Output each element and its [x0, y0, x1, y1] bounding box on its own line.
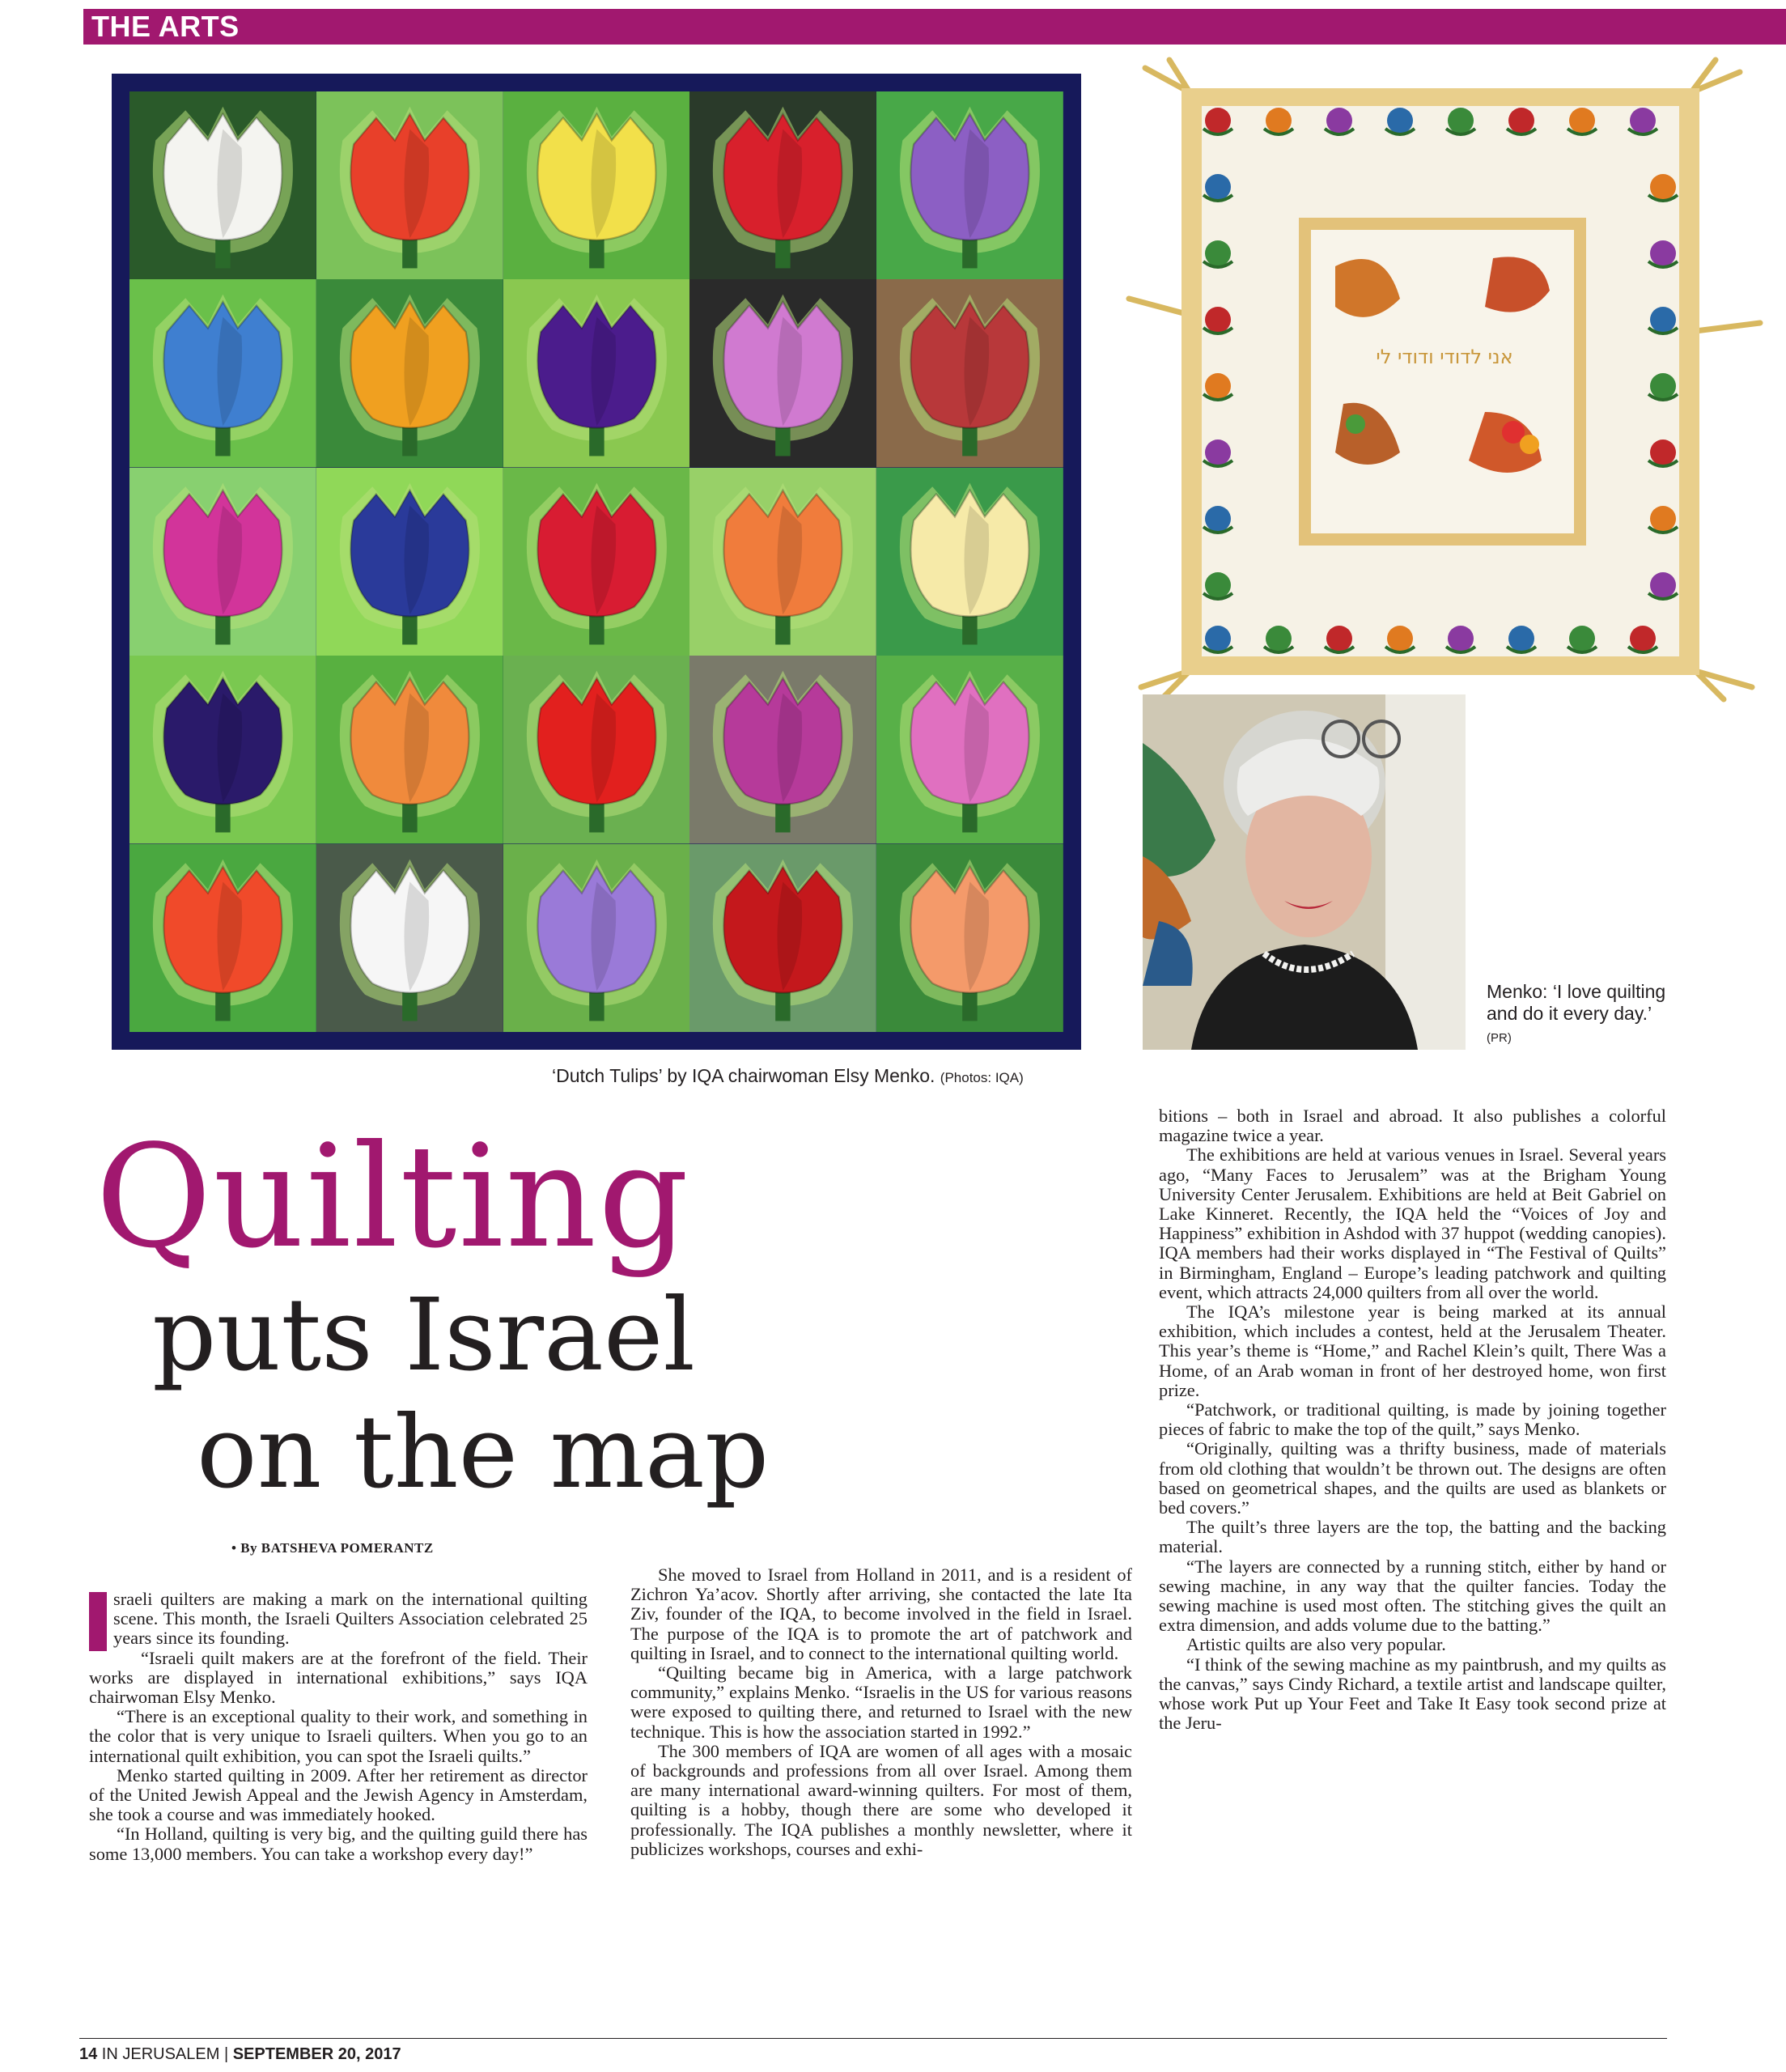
paragraph: “There is an exceptional quality to their work, and something in the color that is very unique to Israeli quilters. When you go to an international quilt exhibition, you can spot the Israeli quilts.” [89, 1706, 588, 1766]
quilt-ornament [1448, 108, 1474, 134]
quilt-ornament [1650, 373, 1676, 399]
quilt-ornament [1650, 240, 1676, 266]
quilt-ornament [1326, 108, 1352, 134]
quilt-ornament [1650, 506, 1676, 532]
paragraph: “Originally, quilting was a thrifty business, made of materials from old clothing that wouldn’t be thrown out. The designs are often based on geometrical shapes, and the quilts are used as blankets or bed covers.” [1159, 1438, 1666, 1518]
portrait-caption [1487, 981, 1673, 1049]
paragraph: Menko started quilting in 2009. After her retirement as director of the United Jewish Appeal and the Jewish Agency in Amsterdam, she took a course and was immediately hooked. [89, 1764, 588, 1825]
photo-caption-text: ‘Dutch Tulips’ by IQA chairwoman Elsy Menko. [552, 1065, 935, 1086]
issue-date: SEPTEMBER 20, 2017 [232, 2045, 401, 2063]
paragraph: She moved to Israel from Holland in 2011, and is a resident of Zichron Ya’acov. Shortly after arriving, she contacted the late Ita Ziv, founder of the IQA, to become involved in the field in Israel. The purpose of the IQA is to promote the art of patchwork and quilting in Israel, and to connect to the international quilting world. [630, 1565, 1132, 1663]
tulip-grid [129, 91, 1063, 1032]
paragraph: bitions – both in Israel and abroad. It also publishes a colorful magazine twice a year. [1159, 1106, 1666, 1146]
tulip-block [316, 91, 503, 279]
tulip-block [129, 279, 316, 467]
tulip-block [129, 656, 316, 843]
section-header-bar [83, 9, 1786, 45]
photo-caption [552, 1065, 1118, 1087]
paragraph: sraeli quilters are making a mark on the international quilting scene. This month, the Israeli Quilters Association celebrated 25 years since its founding. [113, 1589, 588, 1649]
tulip-block [316, 844, 503, 1032]
quilt-ornament [1650, 439, 1676, 465]
quilt-ornament [1205, 373, 1231, 399]
portrait-credit: (PR) [1487, 1031, 1512, 1045]
portrait-caption-text: Menko: ‘I love quilting and do it every day.’ [1487, 981, 1666, 1024]
tulip-block [503, 279, 690, 467]
quilt-ornament [1387, 108, 1413, 134]
tulip-block [689, 468, 876, 656]
tulip-block [689, 656, 876, 843]
byline: • By BATSHEVA POMERANTZ [231, 1540, 434, 1556]
paragraph: “In Holland, quilting is very big, and the quilting guild there has some 13,000 members. You can take a workshop every day!” [89, 1824, 588, 1864]
paragraph: The quilt’s three layers are the top, the batting and the backing material. [1159, 1517, 1666, 1557]
tulip-block [503, 468, 690, 656]
paragraph: “Quilting became big in America, with a large patchwork community,” explains Menko. “Israelis in the US for various reasons were exposed to quilting there, and returned to Israel with the new technique. This is how the association started in 1992.” [630, 1662, 1132, 1742]
article-column-1 [89, 1590, 588, 1864]
quilt-ornament [1205, 307, 1231, 333]
tulip-block [876, 844, 1063, 1032]
tulip-block [876, 91, 1063, 279]
quilt-ornament [1266, 626, 1292, 652]
quilt-ornament [1508, 626, 1534, 652]
headline-line-2: puts Israel [152, 1277, 695, 1394]
quilt-ornament [1205, 439, 1231, 465]
quilt-ornament [1205, 626, 1231, 652]
quilt-ornament [1630, 108, 1656, 134]
tulip-block [689, 279, 876, 467]
page-footer [79, 2045, 401, 2064]
quilt-ornament [1387, 626, 1413, 652]
tulip-block [129, 844, 316, 1032]
quilt-ornament [1205, 572, 1231, 598]
tulip-block [503, 656, 690, 843]
headline-line-3: on the map [197, 1395, 770, 1511]
paragraph: “I think of the sewing machine as my paintbrush, and my quilts as the canvas,” says Cindy Richard, a textile artist and landscape quilter, whose work Put up Your Feet and Take It Easy took second prize at the Jeru- [1159, 1654, 1666, 1734]
section-label: THE ARTS [91, 10, 240, 43]
article-column-3 [1159, 1106, 1666, 1734]
quilt-ornament [1569, 108, 1595, 134]
paragraph: The exhibitions are held at various venues in Israel. Several years ago, “Many Faces to Jerusalem” was at the Brigham Young University Center Jerusalem. Exhibitions are held at Beit Gabriel on Lake Kinneret. Recently, the IQA held the “Voices of Joy and Happiness” exhibition in Ashdod with 37 huppot (wedding canopies). IQA members had their works displayed in “The Festival of Quilts” in Birmingham, England – Europe’s leading patchwork and quilting event, which attracts 24,000 quilters from all over the world. [1159, 1144, 1666, 1302]
tulip-block [876, 279, 1063, 467]
paragraph: The IQA’s milestone year is being marked at its annual exhibition, which includes a contest, held at the Jerusalem Theater. This year’s theme is “Home,” and Rachel Klein’s quilt, There Was a Home, of an Arab woman in front of her destroyed home, won first prize. [1159, 1301, 1666, 1400]
paragraph: “The layers are connected by a running stitch, either by hand or sewing machine, in any way that the quilter fancies. Today the sewing machine is used most often. The stitching gives the quilt an extra dimension, and adds volume due to the batting.” [1159, 1556, 1666, 1636]
tulip-block [689, 91, 876, 279]
footer-rule [79, 2038, 1667, 2039]
tulip-block [129, 468, 316, 656]
quilt-ornament [1508, 108, 1534, 134]
quilt-ornament [1205, 108, 1231, 134]
tulip-block [876, 468, 1063, 656]
quilt-ornament [1448, 626, 1474, 652]
quilt-ornament [1650, 307, 1676, 333]
quilt-ornament [1569, 626, 1595, 652]
menko-portrait-photo [1143, 694, 1466, 1050]
tulip-block [316, 279, 503, 467]
tulip-block [503, 91, 690, 279]
paragraph: “Patchwork, or traditional quilting, is made by joining together pieces of fabric to make the top of the quilt,” says Menko. [1159, 1399, 1666, 1440]
quilt-ornament [1205, 174, 1231, 200]
paragraph: “Israeli quilt makers are at the forefront of the field. Their works are displayed in international exhibitions,” says IQA chairwoman Elsy Menko. [89, 1647, 588, 1708]
tulip-block [503, 844, 690, 1032]
quilt-ornament [1630, 626, 1656, 652]
tulip-block [316, 656, 503, 843]
photo-credit: (Photos: IQA) [940, 1070, 1024, 1085]
tulip-block [316, 468, 503, 656]
paragraph: The 300 members of IQA are women of all ages with a mosaic of backgrounds and professions from all over Israel. Among them are many international award-winning quilters. For most of them, quilting is a hobby, though there are some who developed it professionally. The IQA publishes a monthly newsletter, where it publicizes workshops, courses and exhi- [630, 1740, 1132, 1859]
page-number: 14 [79, 2045, 98, 2063]
tulip-block [689, 844, 876, 1032]
publication-name: IN JERUSALEM | [97, 2045, 233, 2063]
cornucopia-quilt-photo [1113, 56, 1776, 703]
dutch-tulips-quilt-photo [112, 74, 1081, 1050]
quilt-ornament [1205, 506, 1231, 532]
article-column-2 [630, 1565, 1132, 1859]
quilt-ornament [1650, 572, 1676, 598]
drop-cap [89, 1592, 107, 1651]
quilt-ornament [1205, 240, 1231, 266]
svg-text:אני לדודי ודודי לי: אני לדודי ודודי לי [1376, 346, 1513, 368]
paragraph: Artistic quilts are also very popular. [1186, 1634, 1446, 1655]
tulip-block [876, 656, 1063, 843]
quilt-ornament [1650, 174, 1676, 200]
headline-line-1: Quilting [95, 1115, 691, 1280]
quilt-ornament [1266, 108, 1292, 134]
tulip-block [129, 91, 316, 279]
quilt-ornament [1326, 626, 1352, 652]
